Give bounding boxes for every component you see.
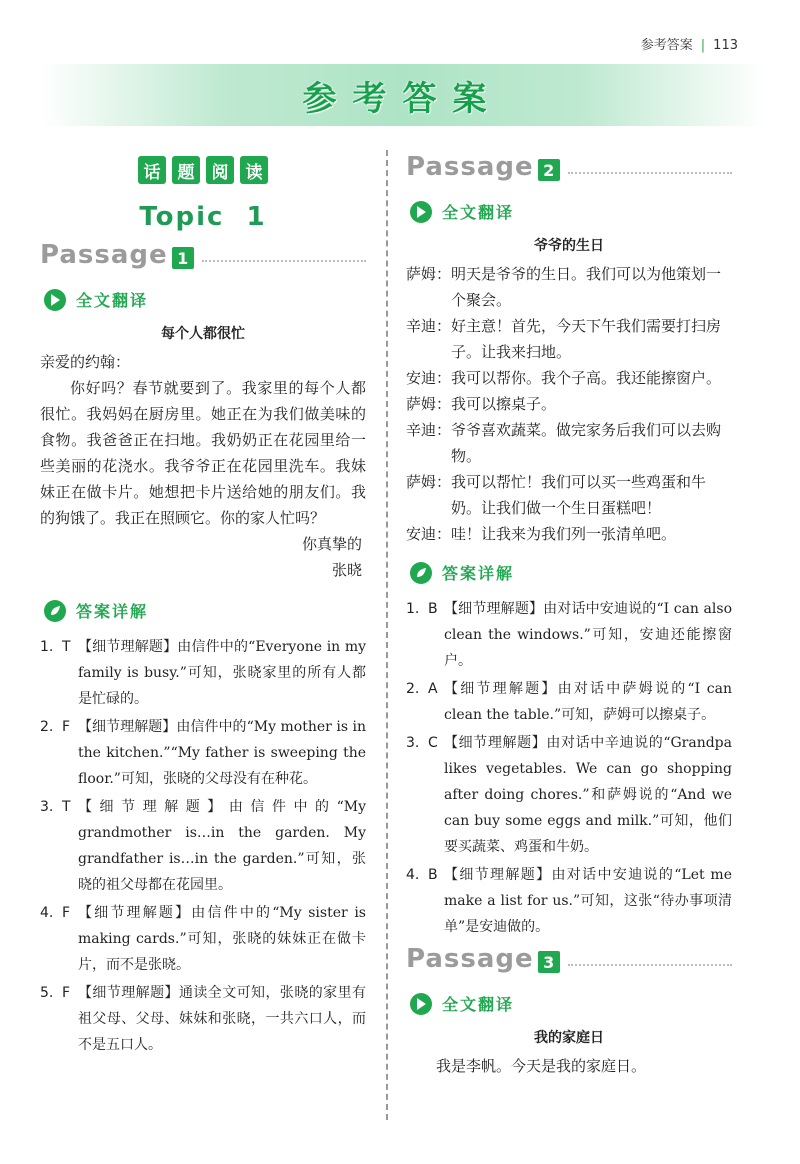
answer-number: 2.	[40, 719, 54, 735]
answer-item	[406, 862, 732, 940]
answer-number: 4.	[406, 867, 420, 883]
detail-heading	[44, 599, 366, 622]
passage-1-heading	[40, 240, 366, 270]
answer-key: A	[428, 681, 438, 697]
answer-number: 3.	[406, 735, 420, 751]
dialogue-line	[406, 365, 732, 391]
topic-title: Topic 1	[139, 202, 267, 232]
answer-key: T	[62, 799, 71, 815]
running-head-separator: |	[700, 38, 706, 53]
line-text: 我可以擦桌子。	[451, 395, 557, 413]
passage-number: 2	[538, 159, 560, 181]
answer-explanation: 【细节理解题】通读全文可知，张晓的家里有祖父母、父母、妹妹和张晓，一共六口人，而不是五口人。	[78, 985, 366, 1053]
answer-explanation: 【细节理解题】由对话中萨姆说的“I can clean the table.”可知，萨姆可以擦桌子。	[444, 681, 732, 723]
line-text: 我可以帮你。我个子高。我还能擦窗户。	[451, 369, 722, 387]
line-text: 我可以帮忙！我们可以买一些鸡蛋和牛奶。让我们做一个生日蛋糕吧！	[451, 473, 707, 517]
answer-explanation: 【细节理解题】由对话中安迪说的“I can also clean the windows.”可知，安迪还能擦窗户。	[444, 601, 732, 669]
answer-explanation: 【细节理解题】由对话中安迪说的“Let me make a list for us.”可知，这张“待办事项清单”是安迪做的。	[444, 867, 732, 935]
dialogue-line	[406, 417, 732, 469]
answer-key: T	[62, 639, 71, 655]
detail-heading	[410, 561, 732, 584]
answer-explanation: 【细节理解题】由信件中的“Everyone in my family is busy.”可知，张晓家里的所有人都是忙碌的。	[78, 639, 366, 707]
answer-explanation: 【细节理解题】由信件中的“My mother is in the kitchen.”“My father is sweeping the floor.”可知，张晓的父母没有在种花。	[78, 719, 366, 787]
dialogue	[406, 261, 732, 547]
speaker: 辛迪：	[406, 317, 452, 335]
play-icon	[44, 289, 66, 311]
answer-item	[40, 634, 366, 712]
passage-word: Passage	[40, 240, 168, 270]
answer-item	[40, 900, 366, 978]
dialogue-line	[406, 313, 732, 365]
passage-2-heading	[406, 152, 732, 182]
answer-key: F	[62, 985, 71, 1001]
translation-heading	[410, 992, 732, 1015]
dotted-rule	[568, 964, 732, 966]
page-title: 参考答案	[302, 78, 503, 119]
answer-item	[406, 676, 732, 728]
answer-item	[406, 596, 732, 674]
story-first-line: 我是李帆。今天是我的家庭日。	[436, 1057, 647, 1075]
dialogue-line	[406, 469, 732, 521]
answer-list	[406, 596, 732, 940]
running-head-title: 参考答案	[640, 38, 693, 53]
running-head	[641, 34, 738, 53]
speaker: 萨姆：	[406, 473, 452, 491]
story-title: 我的家庭日	[534, 1030, 604, 1046]
translation-heading	[410, 200, 732, 223]
leaf-icon	[410, 562, 432, 584]
section-char: 话	[138, 156, 166, 184]
answer-number: 4.	[40, 905, 54, 921]
answer-item	[40, 980, 366, 1058]
answer-key: F	[62, 719, 71, 735]
section-title	[40, 156, 366, 184]
speaker: 萨姆：	[406, 395, 452, 413]
letter-greeting: 亲爱的约翰：	[40, 353, 131, 371]
speaker: 萨姆：	[406, 265, 452, 283]
passage-word: Passage	[406, 944, 534, 974]
story-title: 爷爷的生日	[534, 238, 604, 254]
answer-key: F	[62, 905, 71, 921]
letter-body: 你好吗？春节就要到了。我家里的每个人都很忙。我妈妈在厨房里。她正在为我们做美味的食物。我爸爸正在扫地。我奶奶正在花园里给一些美丽的花浇水。我爷爷正在花园里洗车。我妹妹正在做卡片。她想把卡片送给她的朋友们。我的狗饿了。我正在照顾它。你的家人忙吗？	[40, 379, 366, 527]
page-number: 113	[713, 38, 738, 53]
dialogue-line	[406, 261, 732, 313]
answer-number: 5.	[40, 985, 54, 1001]
translation-heading	[44, 288, 366, 311]
answer-key: B	[428, 601, 438, 617]
section-char: 题	[172, 156, 200, 184]
answer-explanation: 【细节理解题】由对话中辛迪说的“Grandpa likes vegetables. We can go shopping after doing chores.”和萨姆说的“And we can buy some eggs and milk.”可知，他们要买蔬菜、鸡蛋和牛奶。	[444, 735, 732, 855]
column-divider	[386, 150, 388, 1120]
line-text: 好主意！首先，今天下午我们需要打扫房子。让我来扫地。	[451, 317, 722, 361]
detail-label: 答案详解	[442, 564, 515, 583]
speaker: 辛迪：	[406, 421, 452, 439]
dialogue-line	[406, 391, 732, 417]
answer-item	[406, 730, 732, 860]
leaf-icon	[44, 600, 66, 622]
answer-number: 3.	[40, 799, 54, 815]
section-char: 阅	[206, 156, 234, 184]
dotted-rule	[568, 172, 732, 174]
translation-label: 全文翻译	[76, 291, 149, 310]
passage-number: 3	[538, 951, 560, 973]
answer-explanation: 【细节理解题】由信件中的“My grandmother is…in the garden. My grandfather is…in the garden.”可知，张晓的祖父母都在花园里。	[78, 799, 366, 893]
story-title: 每个人都很忙	[161, 326, 245, 342]
answer-list	[40, 634, 366, 1058]
left-column	[40, 150, 366, 1060]
answer-number: 1.	[406, 601, 420, 617]
dotted-rule	[202, 260, 366, 262]
translation-label: 全文翻译	[442, 995, 515, 1014]
line-text: 爷爷喜欢蔬菜。做完家务后我们可以去购物。	[451, 421, 722, 465]
play-icon	[410, 201, 432, 223]
detail-label: 答案详解	[76, 602, 149, 621]
answer-key: C	[428, 735, 438, 751]
speaker: 安迪：	[406, 525, 452, 543]
letter-signature: 张晓	[331, 561, 362, 579]
section-char: 读	[240, 156, 268, 184]
title-band	[40, 64, 765, 126]
answer-number: 2.	[406, 681, 420, 697]
play-icon	[410, 993, 432, 1015]
answer-item	[40, 794, 366, 898]
answer-explanation: 【细节理解题】由信件中的“My sister is making cards.”可知，张晓的妹妹正在做卡片，而不是张晓。	[78, 905, 366, 973]
passage-number: 1	[172, 247, 194, 269]
speaker: 安迪：	[406, 369, 452, 387]
answer-number: 1.	[40, 639, 54, 655]
passage-word: Passage	[406, 152, 534, 182]
dialogue-line	[406, 521, 732, 547]
translation-label: 全文翻译	[442, 203, 515, 222]
answer-item	[40, 714, 366, 792]
letter-closing: 你真挚的	[301, 535, 362, 553]
line-text: 哇！让我来为我们列一张清单吧。	[451, 525, 677, 543]
answer-key: B	[428, 867, 438, 883]
line-text: 明天是爷爷的生日。我们可以为他策划一个聚会。	[451, 265, 722, 309]
passage-3-heading	[406, 944, 732, 974]
right-column	[406, 150, 732, 1079]
